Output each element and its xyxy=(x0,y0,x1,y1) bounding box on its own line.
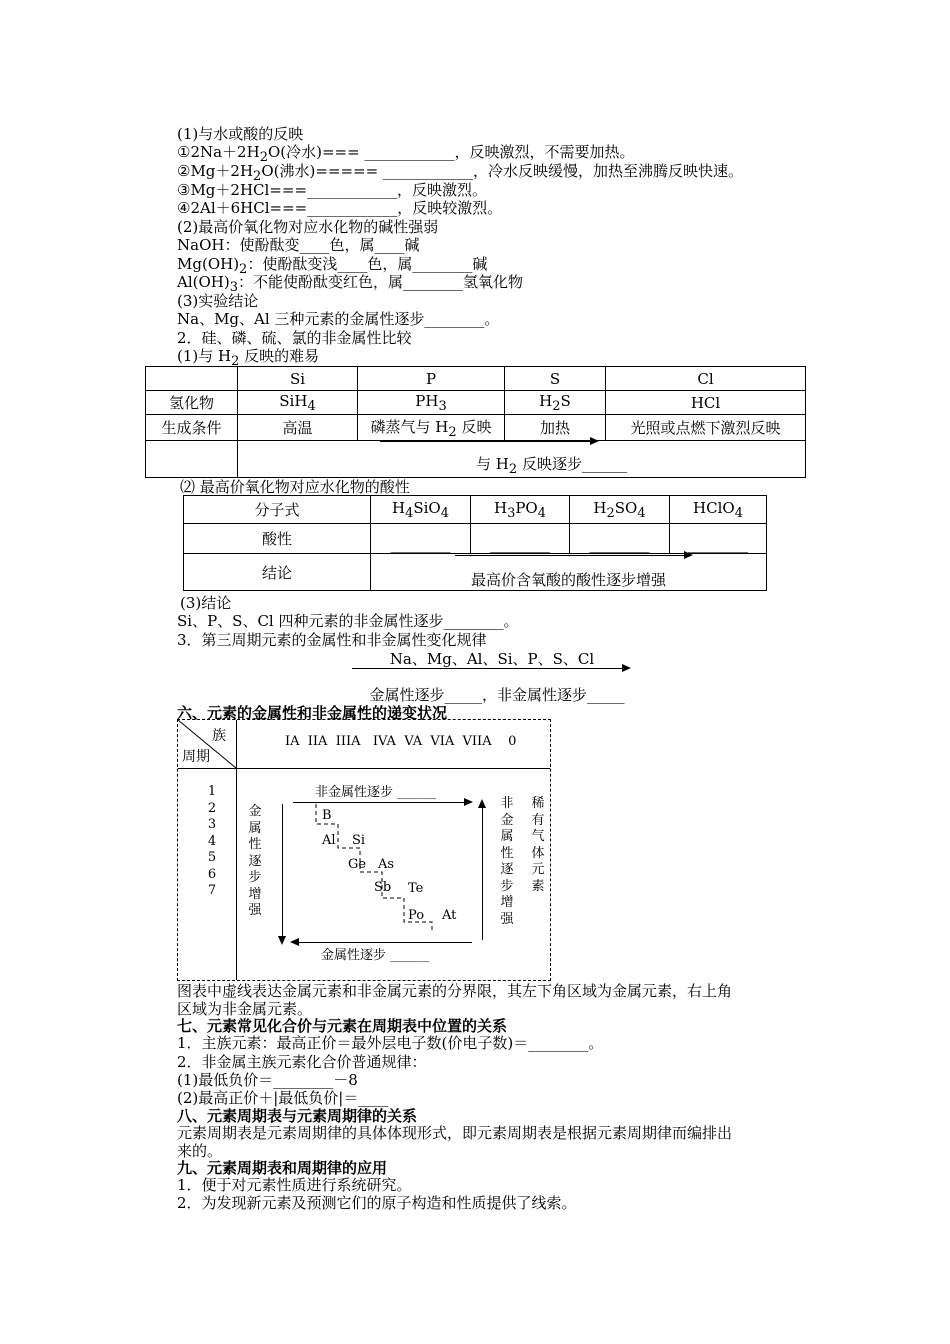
table1-cell-sih4: SiH$_4$ xyxy=(238,391,358,415)
left-down-arrowhead xyxy=(278,936,286,945)
table2-header-h2so4: $H_2SO_4$ xyxy=(570,496,670,524)
period-6: 6 xyxy=(207,866,217,882)
line-mgoh2: $Mg(OH)_2$：使酚酞变浅____色，属________碱 xyxy=(177,255,488,277)
table2-conclusion-label: 结论 xyxy=(184,554,371,591)
element-po: Po xyxy=(408,908,425,923)
table1-cell-ph3: $PH_3$ xyxy=(358,391,505,415)
table1-cell-cl-cond: 光照或点燃下激烈反映 xyxy=(606,415,806,441)
period-2: 2 xyxy=(207,800,217,816)
period-1: 1 xyxy=(207,784,217,799)
line-conclusion3-title: (3)结论 xyxy=(180,594,232,612)
element-as: As xyxy=(378,857,395,872)
periodic-trend-diagram xyxy=(177,719,551,981)
line-h2-title: (1)与 $H_2$ 反映的难易 xyxy=(177,347,320,369)
table1-cell-h2s: $H_2S$ xyxy=(505,391,606,415)
table2-blank-1: ________ xyxy=(371,524,471,554)
period-4: 4 xyxy=(207,833,217,849)
right-vertical-label: 非金属性逐步增强 xyxy=(500,796,514,927)
section-eight-title: 八、元素周期表与元素周期律的关系 xyxy=(177,1107,418,1125)
right-up-arrow xyxy=(482,806,483,940)
line-application-2: 2．为发现新元素及预测它们的原子构造和性质提供了线索。 xyxy=(177,1194,577,1212)
table2-blank-3: ________ xyxy=(570,524,670,554)
table2-conclusion-text: 最高价含氧酸的酸性逐步增强 xyxy=(371,554,767,591)
table1-row3-empty xyxy=(146,441,238,478)
table1-arrowhead xyxy=(590,437,599,445)
period3-arrowhead xyxy=(622,664,631,672)
line-acidity-title: ⑵ 最高价氧化物对应水化物的酸性 xyxy=(180,478,410,496)
element-ge: Ge xyxy=(348,857,367,872)
diagram-note-2: 区域为非金属元素。 xyxy=(177,1000,313,1018)
left-down-arrow xyxy=(282,804,283,938)
line-table-law-2: 来的。 xyxy=(177,1142,223,1160)
right-up-arrowhead xyxy=(478,799,486,808)
table2-arrowhead xyxy=(684,551,693,559)
line-mg-water: $②Mg+2H_2O$(沸水)===== ____________，冷水反映缓慢，加热至沸腾反映快速。 xyxy=(177,162,743,184)
table1-cell-p-cond: 磷蒸气与 $H_2$ 反映 xyxy=(358,415,505,441)
element-al: Al xyxy=(322,833,336,848)
line-conclusion-title: (3)实验结论 xyxy=(177,292,259,310)
left-vertical-label: 金属性逐步增强 xyxy=(248,804,262,918)
line-period3-title: 3．第三周期元素的金属性和非金属性变化规律 xyxy=(177,631,487,649)
table2-acidity-label: 酸性 xyxy=(184,524,371,554)
corner-period-label: 周期 xyxy=(182,749,210,765)
period-numbers xyxy=(206,784,218,900)
noble-gas-label: 稀有气体元素 xyxy=(531,796,545,894)
bottom-arrow xyxy=(298,942,472,943)
line-na-water: $①2Na+2H_2O$(冷水)=== ____________，反映激烈，不需要加热。 xyxy=(177,143,635,165)
line-mg-hcl: ③Mg＋2HCl===____________，反映激烈。 xyxy=(177,181,488,199)
element-sb: Sb xyxy=(374,880,392,895)
acidity-table xyxy=(183,495,767,591)
table2-header-h4sio4: $H_4SiO_4$ xyxy=(371,496,471,524)
table1-trend-arrow xyxy=(380,441,590,442)
line-metal-conclusion: Na、Mg、Al 三种元素的金属性逐步________。 xyxy=(177,310,500,328)
line-main-group-valence: 1．主族元素：最高正价＝最外层电子数(价电子数)＝________。 xyxy=(177,1034,604,1052)
section-six-title: 六、元素的金属性和非金属性的递变状况 xyxy=(177,704,448,722)
hydride-table xyxy=(145,366,806,478)
table1-header-empty xyxy=(146,367,238,391)
line-aloh3: $Al(OH)_3$：不能使酚酞变红色，属________氢氧化物 xyxy=(177,273,524,295)
table1-row-hydride-label: 氢化物 xyxy=(146,391,238,415)
table2-blank-2: ________ xyxy=(471,524,570,554)
period-3: 3 xyxy=(207,817,217,832)
table1-row-condition-label: 生成条件 xyxy=(146,415,238,441)
table1-header-si: Si xyxy=(238,367,358,391)
top-arrow-label: 非金属性逐步 ______ xyxy=(315,785,437,800)
table1-cell-s-cond: 加热 xyxy=(505,415,606,441)
line-application-1: 1．便于对元素性质进行系统研究。 xyxy=(177,1176,412,1194)
line-naoh: NaOH：使酚酞变____色，属____碱 xyxy=(177,236,420,254)
group-numbers: IA IIA IIIA IVA VA VIA VIIA 0 xyxy=(285,734,517,749)
section-nine-title: 九、元素周期表和周期律的应用 xyxy=(177,1159,388,1177)
period3-element-sequence: Na、Mg、Al、Si、P、S、Cl xyxy=(389,650,595,668)
table1-header-cl: Cl xyxy=(606,367,806,391)
table2-blank-4: ________ xyxy=(670,524,767,554)
table1-cell-si-cond: 高温 xyxy=(238,415,358,441)
period3-trend: 金属性逐步_____，非金属性逐步_____ xyxy=(369,686,625,704)
element-b: B xyxy=(322,808,332,823)
table1-header-p: P xyxy=(358,367,505,391)
line-al-hcl: ④2Al＋6HCl===____________，反映较激烈。 xyxy=(177,199,503,217)
table2-header-formula: 分子式 xyxy=(184,496,371,524)
section-seven-title: 七、元素常见化合价与元素在周期表中位置的关系 xyxy=(177,1017,508,1035)
table1-cell-hcl: HCl xyxy=(606,391,806,415)
table2-header-hclo4: HClO$_4$ xyxy=(670,496,767,524)
line-reaction-title: (1)与水或酸的反映 xyxy=(177,125,304,143)
line-nonmetal-compare: 2．硅、磷、硫、氯的非金属性比较 xyxy=(177,329,412,347)
element-at: At xyxy=(442,908,457,923)
period3-arrow xyxy=(352,668,622,669)
corner-group-label: 族 xyxy=(212,728,226,744)
line-highest-positive: (2)最高正价＋|最低负价|＝____ xyxy=(177,1089,389,1107)
table1-row3-conclusion: 与 $H_2$ 反映逐步______ xyxy=(238,441,806,478)
element-te: Te xyxy=(408,881,424,896)
diagram-note-1: 图表中虚线表达金属元素和非金属元素的分界限，其左下角区域为金属元素，右上角 xyxy=(177,982,733,1000)
line-nonmetal-valence-rule: 2．非金属主族元素化合价普通规律： xyxy=(177,1053,427,1071)
line-table-law-1: 元素周期表是元素周期律的具体体现形式，即元素周期表是根据元素周期律而编排出 xyxy=(177,1124,733,1142)
line-lowest-negative: (1)最低负价＝________－8 xyxy=(177,1071,358,1089)
bottom-arrowhead xyxy=(290,938,299,946)
table1-header-s: S xyxy=(505,367,606,391)
table2-header-h3po4: $H_3PO_4$ xyxy=(471,496,570,524)
table2-trend-arrow xyxy=(455,555,685,556)
line-alkalinity-title: (2)最高价氧化物对应水化物的碱性强弱 xyxy=(177,218,439,236)
top-arrowhead xyxy=(464,798,473,806)
period-7: 7 xyxy=(207,883,217,898)
element-si: Si xyxy=(352,833,366,848)
line-nonmetal-conclusion: Si、P、S、Cl 四种元素的非金属性逐步________。 xyxy=(177,612,519,630)
period-5: 5 xyxy=(207,850,217,865)
bottom-arrow-label: 金属性逐步 ______ xyxy=(321,948,430,963)
